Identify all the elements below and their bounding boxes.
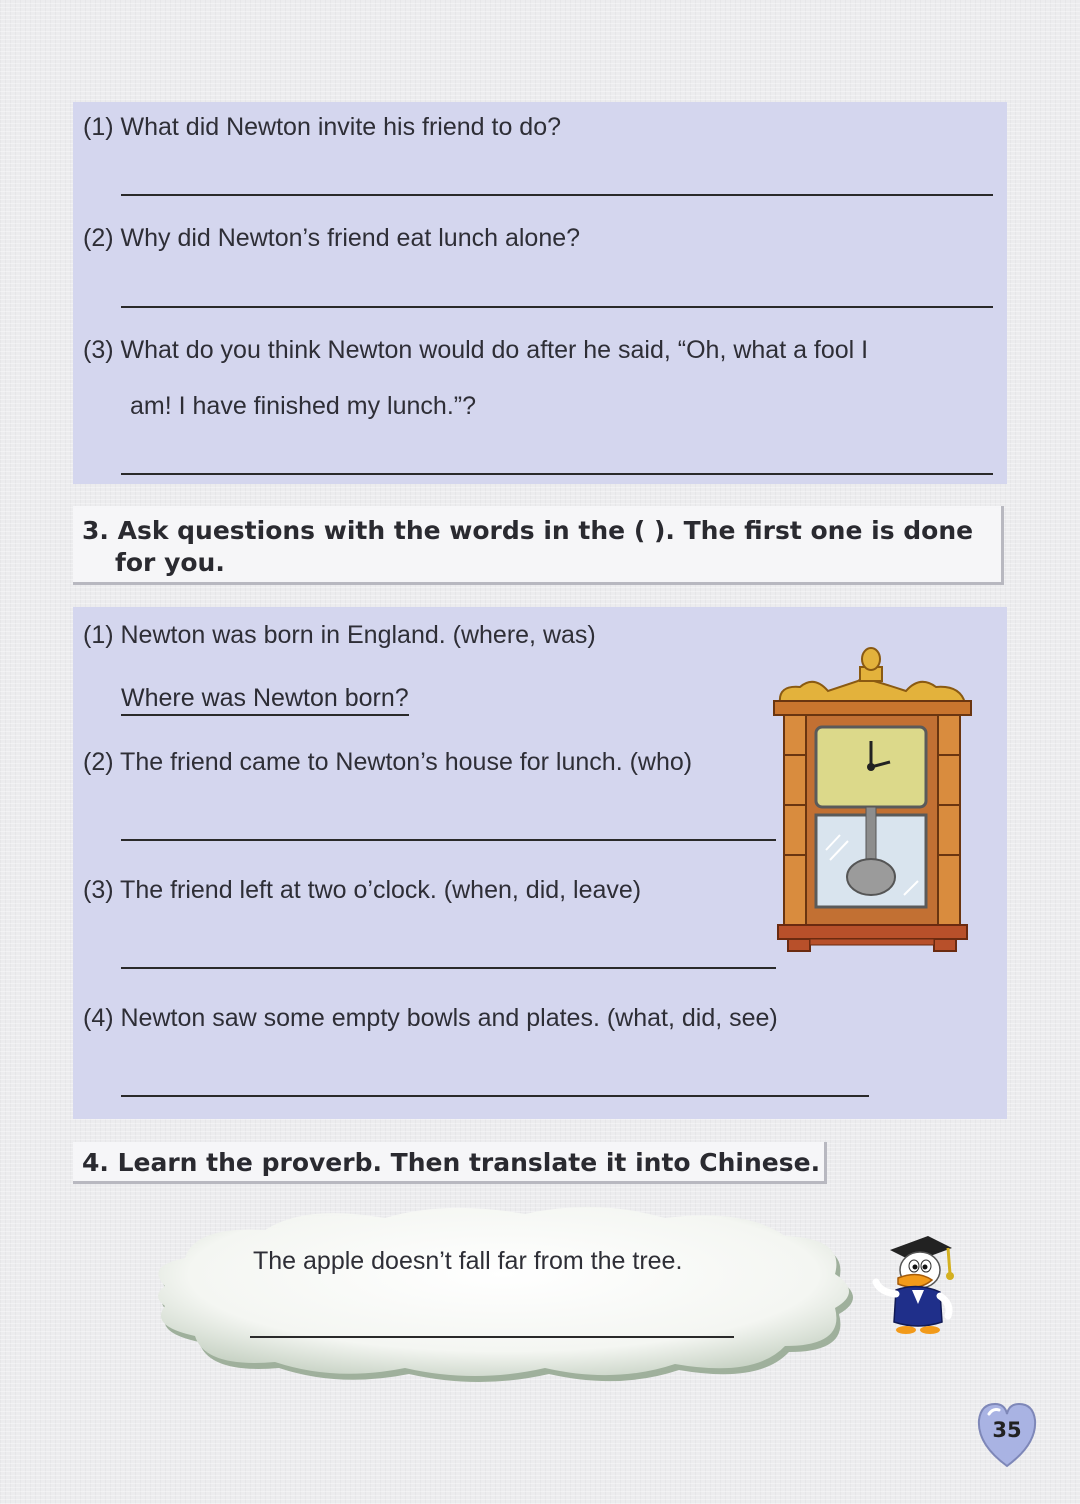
answer-line-2-3[interactable] (121, 473, 993, 475)
section-4-heading (73, 1142, 827, 1184)
answer-line-2-1[interactable] (121, 194, 993, 196)
page-number-badge (975, 1400, 1039, 1470)
proverb-text: The apple doesn’t fall far from the tree. (253, 1247, 683, 1275)
section-3-heading-line1: 3. Ask questions with the words in the ( ). The first one is done (82, 516, 974, 545)
answer-line-3-3[interactable] (121, 967, 776, 969)
question-3-4: (4) Newton saw some empty bowls and plates. (what, did, see) (83, 1004, 778, 1032)
question-3-1: (1) Newton was born in England. (where, was) (83, 621, 596, 649)
translation-answer-line[interactable] (250, 1336, 734, 1338)
section-4-heading-text: 4. Learn the proverb. Then translate it into Chinese. (82, 1148, 821, 1177)
pendulum-clock-icon (770, 645, 975, 960)
answer-line-3-4[interactable] (121, 1095, 869, 1097)
questions-panel-top (73, 102, 1007, 484)
question-2-2: (2) Why did Newton’s friend eat lunch alone? (83, 224, 581, 252)
section-3-heading (73, 506, 1004, 585)
cloud-bubble-icon (145, 1196, 865, 1384)
question-3-2: (2) The friend came to Newton’s house for lunch. (who) (83, 748, 693, 776)
example-answer-3-1: Where was Newton born? (121, 683, 409, 716)
question-2-3-line1: (3) What do you think Newton would do after he said, “Oh, what a fool I (83, 336, 869, 364)
answer-line-2-2[interactable] (121, 306, 993, 308)
question-2-3-line2: am! I have finished my lunch.”? (130, 392, 476, 420)
duck-mascot-icon (868, 1230, 958, 1340)
question-2-1: (1) What did Newton invite his friend to do? (83, 113, 562, 141)
section-3-heading-line2: for you. (115, 548, 225, 577)
answer-line-3-2[interactable] (121, 839, 776, 841)
question-3-3: (3) The friend left at two o’clock. (when, did, leave) (83, 876, 642, 904)
page-number: 35 (992, 1418, 1022, 1442)
